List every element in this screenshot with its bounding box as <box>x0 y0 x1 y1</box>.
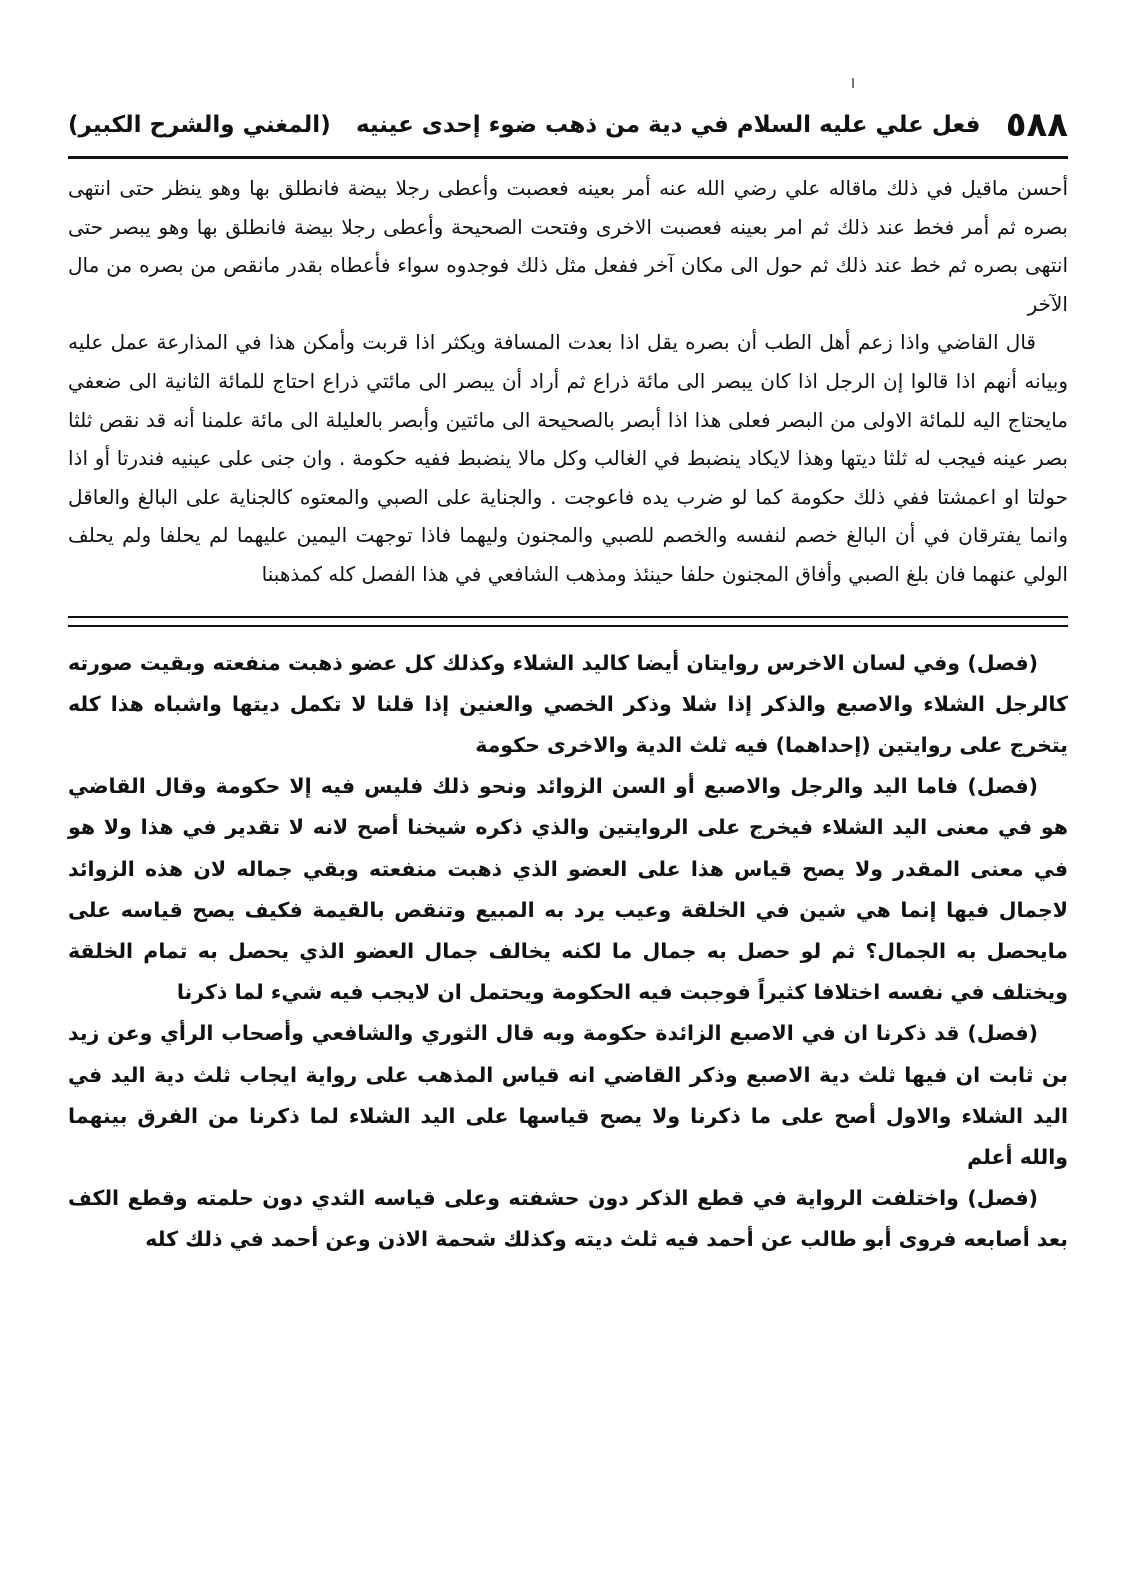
mughni-section <box>68 643 1068 1261</box>
book-page <box>68 96 1068 1526</box>
mughni-paragraph: (فصل) واختلفت الرواية في قطع الذكر دون حشفته وعلى قياسه الثدي دون حلمته وقطع الكف بعد أصابعه فروى أبو طالب عن أحمد فيه ثلث ديته وكذلك شحمة الاذن وعن أحمد في ذلك كله <box>68 1186 1068 1252</box>
section-separator <box>68 616 1068 627</box>
header-rule <box>68 156 1068 159</box>
page-header <box>68 96 1068 154</box>
page-number: ٥٨٨ <box>1005 105 1068 145</box>
mughni-paragraph: (فصل) قد ذكرنا ان في الاصبع الزائدة حكومة وبه قال الثوري والشافعي وأصحاب الرأي وعن زيد بن ثابت ان فيها ثلث دية الاصبع وذكر القاضي انه قياس المذهب على رواية ايجاب ثلث دية اليد في اليد الشلاء والاول أصح على ما ذكرنا ولا يصح قياسها على اليد الشلاء لما ذكرنا من الفرق بينهما والله أعلم <box>68 1021 1068 1169</box>
book-title: (المغني والشرح الكبير) <box>68 112 331 138</box>
mughni-paragraph: (فصل) وفي لسان الاخرس روايتان أيضا كاليد الشلاء وكذلك كل عضو ذهبت منفعته وبقيت صورته كالرجل الشلاء والاصبع والذكر إذا شلا وذكر الخصي والعنين إذا قلنا لا تكمل ديتها واشباه هذا كله يتخرج على روايتين (إحداهما) فيه ثلث الدية والاخرى حكومة <box>68 650 1068 757</box>
scan-mark <box>852 78 854 88</box>
sharh-paragraph: قال القاضي واذا زعم أهل الطب أن بصره يقل اذا بعدت المسافة ويكثر اذا قربت وأمكن هذا في المذارعة عمل عليه وبيانه أنهم اذا قالوا إن الرجل اذا كان يبصر الى مائة ذراع ثم أراد أن يبصر الى مائتي ذراع احتاج للمائة الثانية الى ضعفي مايحتاج اليه للمائة الاولى من البصر فعلى هذا اذا أبصر بالصحيحة الى مائتين وأبصر بالعليلة الى مائة علمنا أنه قد نقص ثلثا بصر عينه فيجب له ثلثا ديتها وهذا لايكاد ينضبط في الغالب وكل مالا ينضبط ففيه حكومة . وان جنى على عينيه فندرتا أو اذا حولتا او اعمشتا ففي ذلك حكومة كما لو ضرب يده فاعوجت . والجناية على الصبي والمعتوه كالجناية على البالغ والعاقل وانما يفترقان في أن البالغ خصم لنفسه والخصم للصبي والمجنون وليهما فاذا توجهت اليمين عليهما لم يحلفا ولم يحلف الولي عنهما فان بلغ الصبي وأفاق المجنون حلفا حينئذ ومذهب الشافعي في هذا الفصل كله كمذهبنا <box>68 330 1068 586</box>
mughni-paragraph: (فصل) فاما اليد والرجل والاصبع أو السن الزوائد ونحو ذلك فليس فيه إلا حكومة وقال القاضي هو في معنى اليد الشلاء فيخرج على الروايتين والذي ذكره شيخنا أصح لانه لا تقدير في هذا ولا هو في معنى المقدر ولا يصح قياس هذا على العضو الذي ذهبت منفعته وبقي جماله لان هذه الزوائد لاجمال فيها إنما هي شين في الخلقة وعيب يرد به المبيع وتنقص بالقيمة فكيف يصح قياسه على مايحصل به الجمال؟ ثم لو حصل به جمال ما لكنه يخالف جمال العضو الذي يحصل به تمام الخلقة ويختلف في نفسه اختلافا كثيراً فوجبت فيه الحكومة ويحتمل ان لايجب فيه شيء لما ذكرنا <box>68 774 1068 1005</box>
running-title: فعل علي عليه السلام في دية من ذهب ضوء إحدى عينيه <box>355 112 981 138</box>
sharh-section <box>68 169 1068 594</box>
sharh-paragraph: أحسن ماقيل في ذلك ماقاله علي رضي الله عنه أمر بعينه فعصبت وأعطى رجلا بيضة فانطلق بها وهو ينظر حتى انتهى بصره ثم أمر فخط عند ذلك ثم امر بعينه فعصبت الاخرى وفتحت الصحيحة وأعطى رجلا بيضة فانطلق بها وهو يبصر حتى انتهى بصره ثم خط عند ذلك ثم حول الى مكان آخر ففعل مثل ذلك فوجدوه سواء فأعطاه بقدر مانقص من بصره من مال الآخر <box>68 176 1068 316</box>
